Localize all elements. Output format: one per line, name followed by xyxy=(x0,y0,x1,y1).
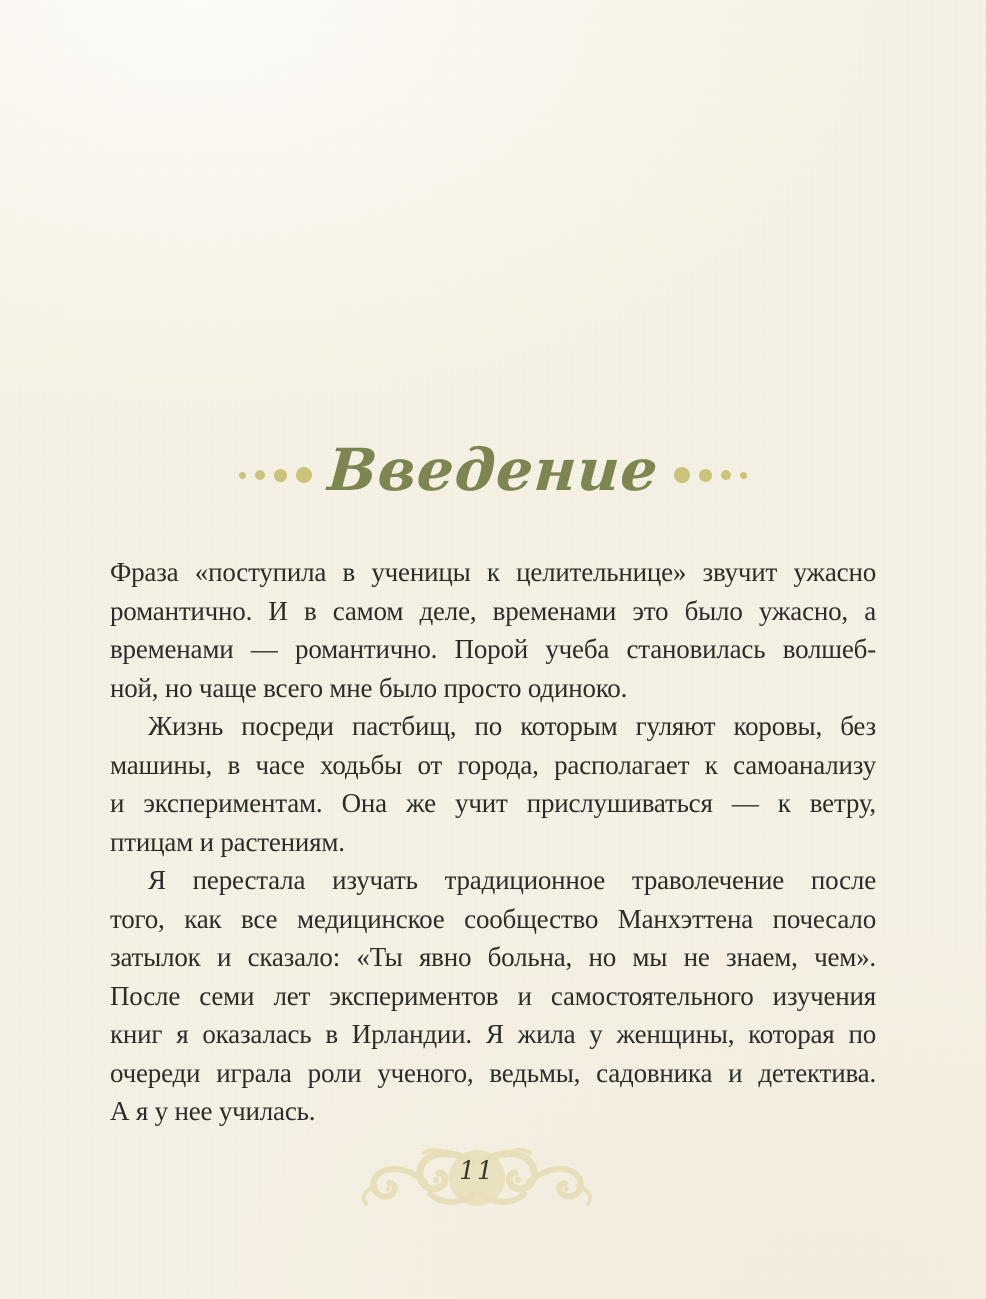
text-line: затылок и сказало: «Ты явно больна, но мы не знаем, чем». xyxy=(110,942,876,972)
dot xyxy=(274,469,287,482)
text-line: романтично. И в самом деле, временами это было ужасно, а xyxy=(110,595,876,626)
dot xyxy=(296,467,312,483)
text-line: и экспериментам. Она же учит прислушиваться — к ветру, xyxy=(110,788,876,818)
body-text xyxy=(110,553,876,1131)
dot xyxy=(255,470,265,480)
dot xyxy=(721,470,731,480)
text-line: После семи лет экспериментов и самостоятельного изучения xyxy=(110,980,876,1011)
text-line: очереди играла роли ученого, ведьмы, садовника и детектива. xyxy=(110,1057,876,1088)
page-number: 11 xyxy=(459,1156,495,1185)
dot xyxy=(674,467,690,483)
text-line: Я перестала изучать традиционное траволечение после xyxy=(148,865,876,895)
dot xyxy=(740,472,747,479)
text-line: Жизнь посреди пастбищ, по которым гуляют коровы, без xyxy=(148,711,876,741)
text-line: Фраза «поступила в ученицы к целительнице» звучит ужасно xyxy=(110,557,876,587)
text-line: машины, в часе ходьбы от города, располагает к самоанализу xyxy=(110,749,876,780)
text-line: временами — романтично. Порой учеба становилась волшеб- xyxy=(110,634,876,664)
dot xyxy=(699,469,712,482)
text-line: ной, но чаще всего мне было просто одиноко. xyxy=(110,672,628,703)
text-line: того, как все медицинское сообщество Манхэттена почесало xyxy=(110,903,876,934)
text-line: книг я оказалась в Ирландии. Я жила у женщины, которая по xyxy=(110,1019,876,1049)
chapter-title: Введение xyxy=(325,436,661,504)
chapter-header xyxy=(0,420,986,520)
ornament-dots-left-icon xyxy=(239,467,312,483)
text-line: А я у нее училась. xyxy=(110,1096,316,1126)
text-line: птицам и растениям. xyxy=(110,826,345,857)
dot xyxy=(239,472,246,479)
ornament-dots-right-icon xyxy=(674,467,747,483)
